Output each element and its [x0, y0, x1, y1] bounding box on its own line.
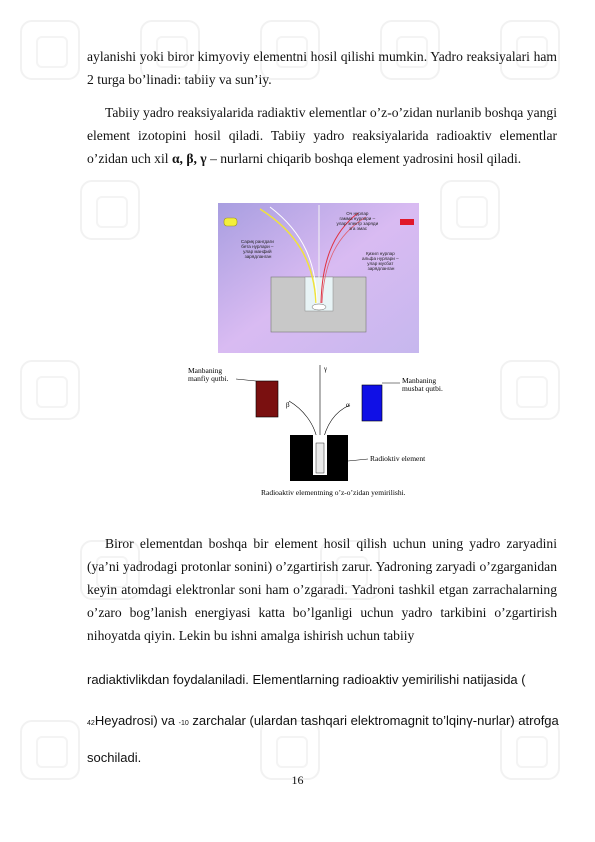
label-beta-rays: Сариқ рангдаги бета нурлари – улар манфий зарядланган [240, 239, 274, 259]
paragraph-2 [87, 101, 557, 170]
source-capsule [312, 304, 326, 310]
neg-label-pointer [236, 379, 256, 381]
paragraph-5-c: -nurlar) atrofga [472, 713, 559, 728]
element-label: Radioktiv element [370, 454, 426, 463]
pos-plate-label: Manbaning musbat qutbi. [402, 376, 443, 393]
paragraph-5 [87, 709, 557, 735]
gamma-symbol: γ [466, 713, 473, 728]
page-number: 16 [291, 773, 304, 787]
paragraph-2-tail: – nurlarni chiqarib boshqa element yadrosini hosil qiladi. [210, 151, 522, 166]
paragraph-4: radiaktivlikdan foydalaniladi. Elementlarning radioaktiv yemirilishi natijasida ( [87, 672, 526, 687]
radioactive-decay-diagram [186, 363, 456, 501]
positive-plate [362, 385, 382, 421]
yellow-plate [224, 218, 237, 226]
e-superscript: 0 [184, 720, 189, 727]
figure2-caption: Radioaktiv elementning o’z-o’zidan yemirilishi. [261, 488, 406, 497]
label-alpha-rays: Қизил нурлар альфа нурлари – улар мусбат зарядланган [362, 251, 399, 271]
gamma-ray-label: γ [324, 365, 328, 373]
radiation-symbols: α, β, γ [171, 151, 207, 166]
red-plate [400, 219, 414, 225]
paragraph-3: Biror elementdan boshqa bir element hosil qilish uchun uning yadro zaryadini (ya’ni yadrodagi protonlar sonini) o’zgartirish zarur. Yadroning zaryadi o’zgarganidan keyin atomdagi elektronlar soni ham o’zgaradi. Yadroni tashkil etgan zarrachalarning o’zaro bog’lanish energiyasi katta bo’lganligi uchun yadro tarkibini o’zgartirish nihoyatda qiyin. Lekin bu ishni amalga ishirish uchun tabiiy [87, 536, 557, 643]
neg-plate-label: Manbaning manfiy qutbi. [188, 366, 229, 383]
alpha-ray-label: α [346, 401, 350, 409]
label-gamma-rays: Оч нурлар гамма нурлари – улар электр заряди эга эмас [336, 211, 379, 231]
radiation-color-diagram [218, 203, 419, 353]
negative-plate [256, 381, 278, 417]
paragraph-5-b: zarchalar (ulardan tashqari elektromagnit to’lqin [192, 713, 467, 728]
paragraph-6: sochiladi. [87, 750, 142, 765]
helium-symbol: He [94, 713, 112, 728]
beta-ray-label: β [286, 401, 290, 409]
paragraph-1: aylanishi yoki biror kimyoviy elementni hosil qilishi mumkin. Yadro reaksiyalari ham 2 turga bo’linadi: tabiiy va sun’iy. [87, 49, 557, 87]
he-subscript: 2 [90, 720, 95, 727]
element-label-pointer [348, 459, 368, 461]
element-source [316, 443, 324, 473]
paragraph-2-text: Tabiiy yadro reaksiyalarida radiaktiv elementlar o’z-o’zidan nurlanib boshqa yangi element izotopini hosil qiladi. Tabiiy yadro reaksiyalarida radioaktiv elementlar o’zidan uch xil [87, 105, 557, 166]
he-superscript: 4 [87, 720, 91, 727]
paragraph-5-a: yadrosi) va [111, 713, 176, 728]
e-subscript: -1 [178, 720, 185, 727]
